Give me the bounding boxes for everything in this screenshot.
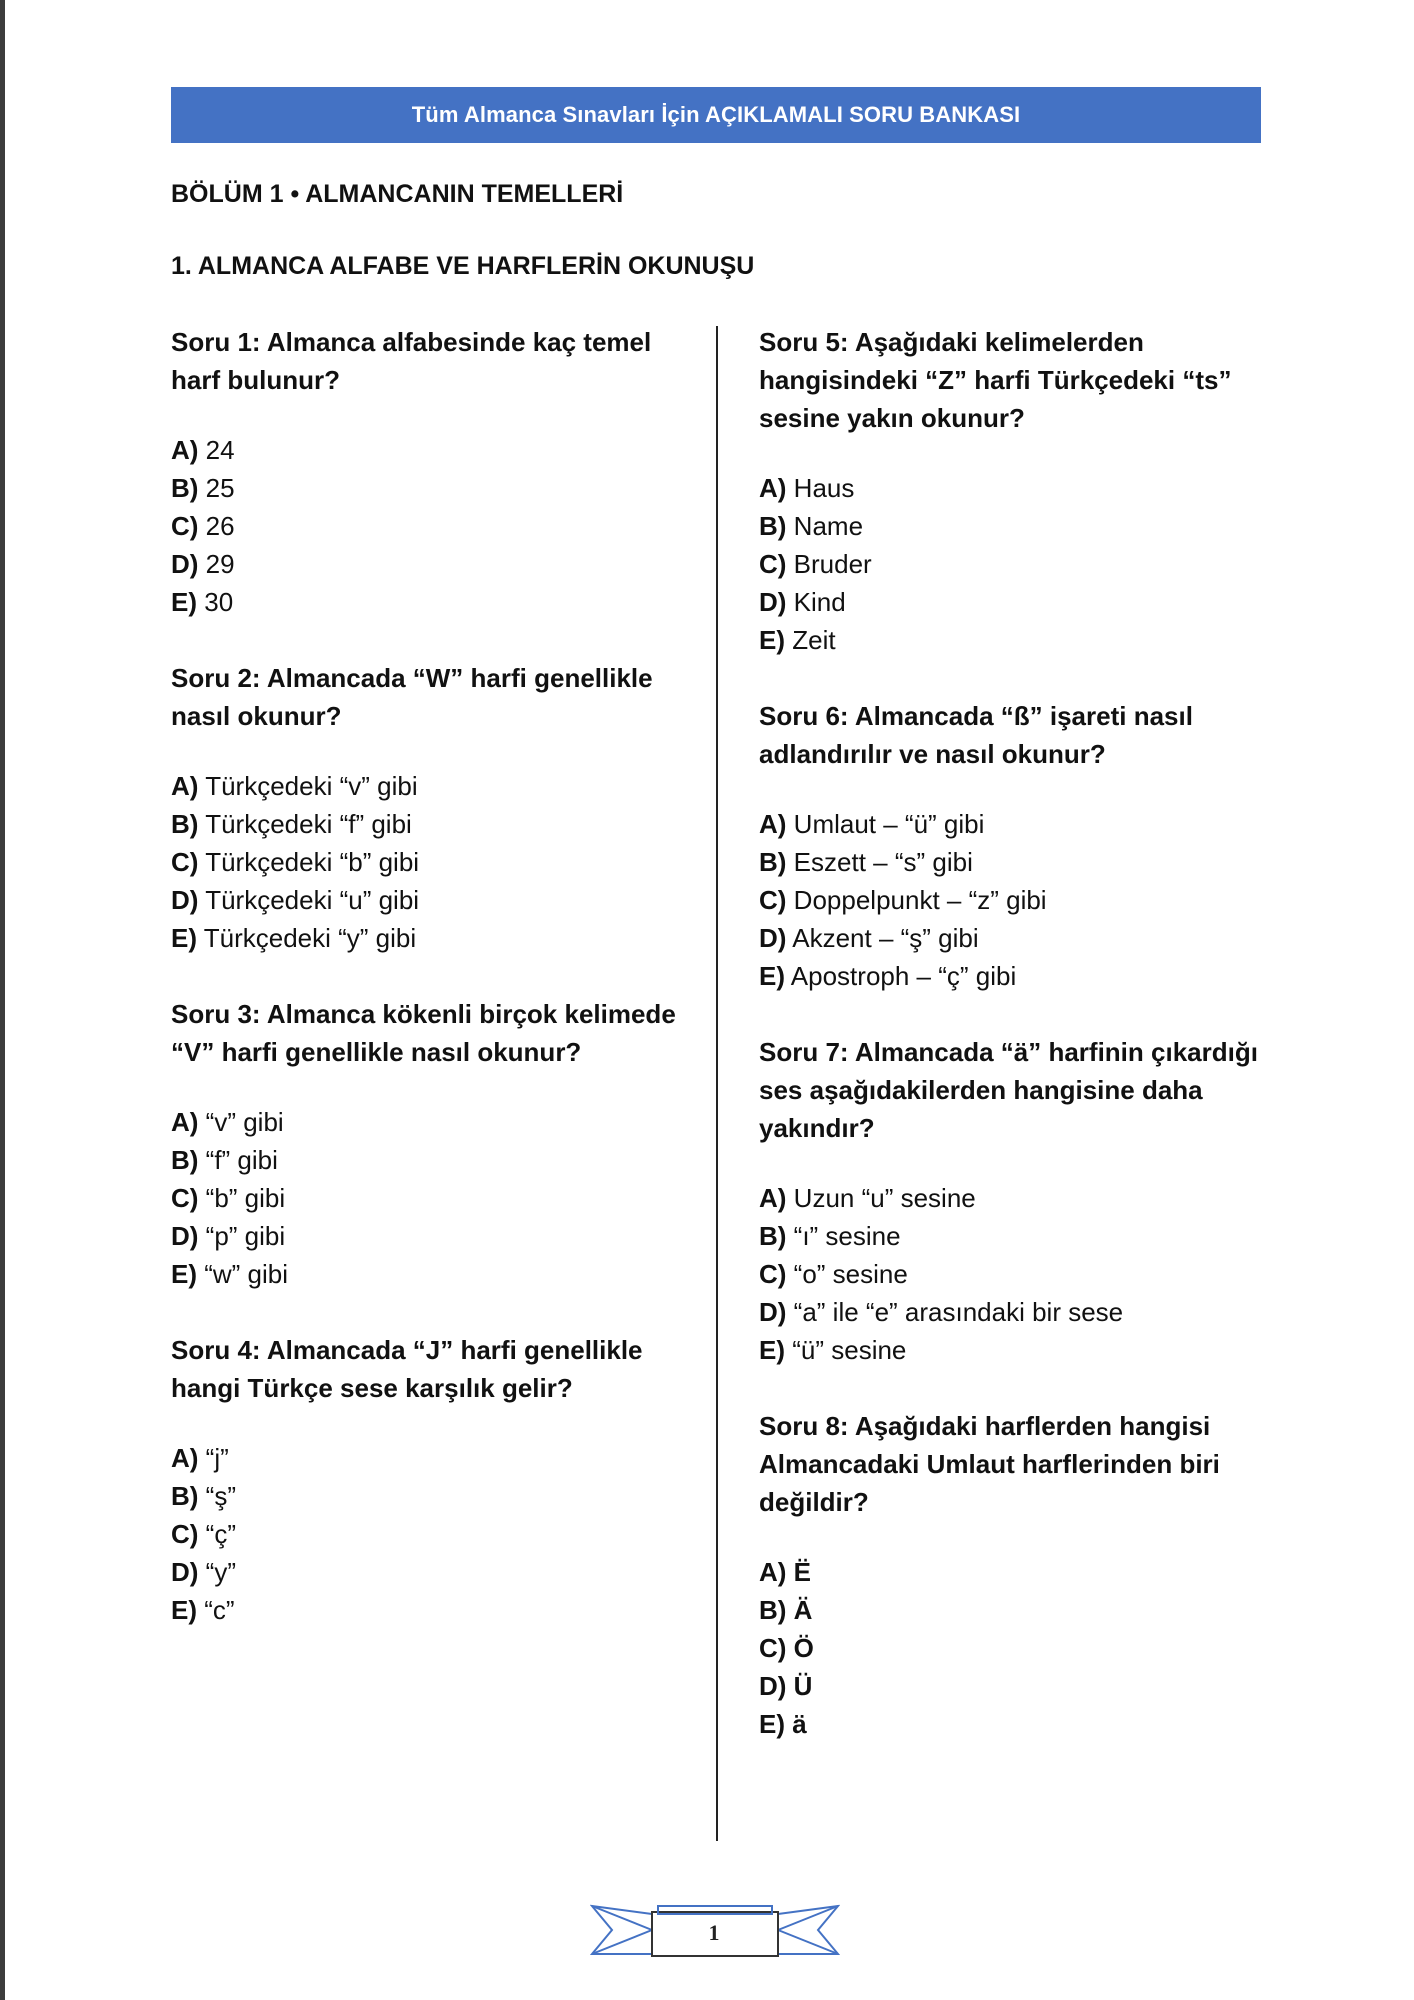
page-number: 1 — [708, 1920, 720, 1945]
option-letter: D) — [759, 1297, 787, 1327]
option-letter: A) — [171, 435, 199, 465]
option-text: Türkçedeki “f” gibi — [205, 809, 412, 839]
answer-option — [759, 545, 1289, 583]
question-text: Soru 3: Almanca kökenli birçok kelimede “V” harfi genellikle nasıl okunur? — [171, 999, 676, 1067]
answer-option — [171, 1141, 701, 1179]
answer-option — [759, 507, 1289, 545]
answer-option — [171, 1591, 701, 1629]
answer-option — [171, 805, 701, 843]
option-letter: D) — [171, 1557, 199, 1587]
question-text: Soru 7: Almancada “ä” harfinin çıkardığı ses aşağıdakilerden hangisine daha yakındır? — [759, 1037, 1258, 1143]
option-text: Eszett – “s” gibi — [793, 847, 973, 877]
answer-option — [171, 583, 701, 621]
option-letter: B) — [759, 1595, 787, 1625]
option-letter: D) — [171, 1221, 199, 1251]
option-text: ä — [792, 1709, 807, 1739]
option-letter: C) — [759, 1633, 787, 1663]
answer-option — [759, 1667, 1289, 1705]
option-letter: B) — [759, 511, 787, 541]
answer-option — [759, 621, 1289, 659]
option-letter: B) — [171, 473, 199, 503]
answer-option — [759, 805, 1289, 843]
answer-option — [171, 1477, 701, 1515]
question-block — [171, 659, 701, 957]
option-letter: B) — [171, 809, 199, 839]
option-letter: E) — [759, 1709, 785, 1739]
answer-option — [171, 1103, 701, 1141]
question-block — [171, 323, 701, 621]
option-letter: A) — [759, 1183, 787, 1213]
answer-option — [759, 881, 1289, 919]
option-letter: A) — [759, 809, 787, 839]
option-text: “b” gibi — [205, 1183, 286, 1213]
option-text: Ä — [793, 1595, 813, 1625]
option-text: 29 — [205, 549, 235, 579]
option-text: Bruder — [793, 549, 872, 579]
option-letter: B) — [759, 847, 787, 877]
option-text: Name — [793, 511, 864, 541]
option-text: “a” ile “e” arasındaki bir sese — [793, 1297, 1124, 1327]
chapter-title: 1. ALMANCA ALFABE VE HARFLERİN OKUNUŞU — [171, 252, 755, 280]
left-column — [171, 323, 701, 1667]
question-text: Soru 2: Almancada “W” harfi genellikle nasıl okunur? — [171, 663, 653, 731]
question-block — [759, 1407, 1289, 1743]
option-text: “y” — [205, 1557, 236, 1587]
option-text: Umlaut – “ü” gibi — [793, 809, 985, 839]
option-letter: B) — [171, 1481, 199, 1511]
column-divider — [716, 326, 718, 1841]
answer-option — [171, 1553, 701, 1591]
option-text: “ı” sesine — [793, 1221, 901, 1251]
option-text: Akzent – “ş” gibi — [792, 923, 979, 953]
option-text: Ö — [793, 1633, 814, 1663]
option-text: 26 — [205, 511, 235, 541]
question-text: Soru 4: Almancada “J” harfi genellikle hangi Türkçe sese karşılık gelir? — [171, 1335, 643, 1403]
option-letter: E) — [759, 1335, 785, 1365]
option-text: Türkçedeki “y” gibi — [203, 923, 417, 953]
answer-option — [171, 431, 701, 469]
option-letter: D) — [759, 587, 787, 617]
option-letter: C) — [171, 847, 199, 877]
answer-option — [171, 919, 701, 957]
option-text: Türkçedeki “u” gibi — [205, 885, 420, 915]
option-letter: A) — [171, 1443, 199, 1473]
option-letter: E) — [171, 587, 197, 617]
question-block — [759, 323, 1289, 659]
option-text: “ş” — [205, 1481, 236, 1511]
option-text: Uzun “u” sesine — [793, 1183, 976, 1213]
option-text: “v” gibi — [205, 1107, 284, 1137]
answer-option — [171, 1255, 701, 1293]
answer-option — [759, 469, 1289, 507]
question-block — [171, 1331, 701, 1629]
option-letter: B) — [171, 1145, 199, 1175]
answer-option — [171, 767, 701, 805]
answer-option — [759, 1179, 1289, 1217]
answer-option — [759, 1553, 1289, 1591]
option-letter: A) — [759, 1557, 787, 1587]
option-text: “f” gibi — [205, 1145, 278, 1175]
answer-option — [171, 1515, 701, 1553]
answer-option — [171, 1217, 701, 1255]
answer-option — [759, 1331, 1289, 1369]
option-letter: E) — [759, 961, 785, 991]
question-block — [759, 697, 1289, 995]
option-letter: E) — [759, 625, 785, 655]
option-letter: E) — [171, 923, 197, 953]
answer-option — [759, 1293, 1289, 1331]
header-banner: Tüm Almanca Sınavları İçin AÇIKLAMALI SORU BANKASI — [171, 87, 1261, 143]
option-text: Kind — [793, 587, 846, 617]
answer-option — [759, 1255, 1289, 1293]
answer-option — [171, 507, 701, 545]
option-text: “w” gibi — [204, 1259, 289, 1289]
answer-option — [171, 1439, 701, 1477]
option-letter: D) — [759, 1671, 787, 1701]
answer-option — [171, 881, 701, 919]
option-text: Doppelpunkt – “z” gibi — [793, 885, 1047, 915]
question-text: Soru 1: Almanca alfabesinde kaç temel harf bulunur? — [171, 327, 652, 395]
option-letter: A) — [171, 1107, 199, 1137]
option-letter: C) — [171, 1183, 199, 1213]
option-text: “c” — [204, 1595, 235, 1625]
option-letter: C) — [171, 511, 199, 541]
option-letter: B) — [759, 1221, 787, 1251]
option-letter: D) — [171, 885, 199, 915]
option-letter: A) — [171, 771, 199, 801]
answer-option — [171, 545, 701, 583]
question-text: Soru 6: Almancada “ß” işareti nasıl adlandırılır ve nasıl okunur? — [759, 701, 1193, 769]
option-text: “ü” sesine — [792, 1335, 907, 1365]
option-letter: C) — [759, 549, 787, 579]
option-text: “j” — [205, 1443, 229, 1473]
answer-option — [759, 843, 1289, 881]
page-edge — [0, 0, 5, 2000]
option-text: Ë — [793, 1557, 812, 1587]
option-text: 30 — [204, 587, 234, 617]
option-text: 24 — [205, 435, 235, 465]
answer-option — [171, 469, 701, 507]
option-letter: C) — [759, 885, 787, 915]
answer-option — [759, 957, 1289, 995]
question-text: Soru 8: Aşağıdaki harflerden hangisi Almancadaki Umlaut harflerinden biri değildir? — [759, 1411, 1220, 1517]
answer-option — [171, 1179, 701, 1217]
question-block — [171, 995, 701, 1293]
option-letter: C) — [171, 1519, 199, 1549]
option-letter: D) — [171, 549, 199, 579]
option-text: Zeit — [792, 625, 836, 655]
right-column — [759, 323, 1289, 1781]
answer-option — [759, 1629, 1289, 1667]
option-letter: E) — [171, 1595, 197, 1625]
option-text: Apostroph – “ç” gibi — [790, 961, 1017, 991]
option-text: Ü — [793, 1671, 813, 1701]
option-text: “ç” — [205, 1519, 236, 1549]
answer-option — [759, 919, 1289, 957]
option-text: “p” gibi — [205, 1221, 286, 1251]
answer-option — [759, 1217, 1289, 1255]
option-letter: D) — [759, 923, 787, 953]
answer-option — [759, 1705, 1289, 1743]
option-text: “o” sesine — [793, 1259, 908, 1289]
option-letter: E) — [171, 1259, 197, 1289]
section-title: BÖLÜM 1 • ALMANCANIN TEMELLERİ — [171, 180, 624, 208]
option-text: Haus — [793, 473, 855, 503]
option-text: 25 — [205, 473, 235, 503]
option-text: Türkçedeki “v” gibi — [205, 771, 418, 801]
answer-option — [171, 843, 701, 881]
option-letter: A) — [759, 473, 787, 503]
answer-option — [759, 583, 1289, 621]
option-letter: C) — [759, 1259, 787, 1289]
answer-option — [759, 1591, 1289, 1629]
question-block — [759, 1033, 1289, 1369]
question-text: Soru 5: Aşağıdaki kelimelerden hangisindeki “Z” harfi Türkçedeki “ts” sesine yakın okunur? — [759, 327, 1232, 433]
option-text: Türkçedeki “b” gibi — [205, 847, 420, 877]
